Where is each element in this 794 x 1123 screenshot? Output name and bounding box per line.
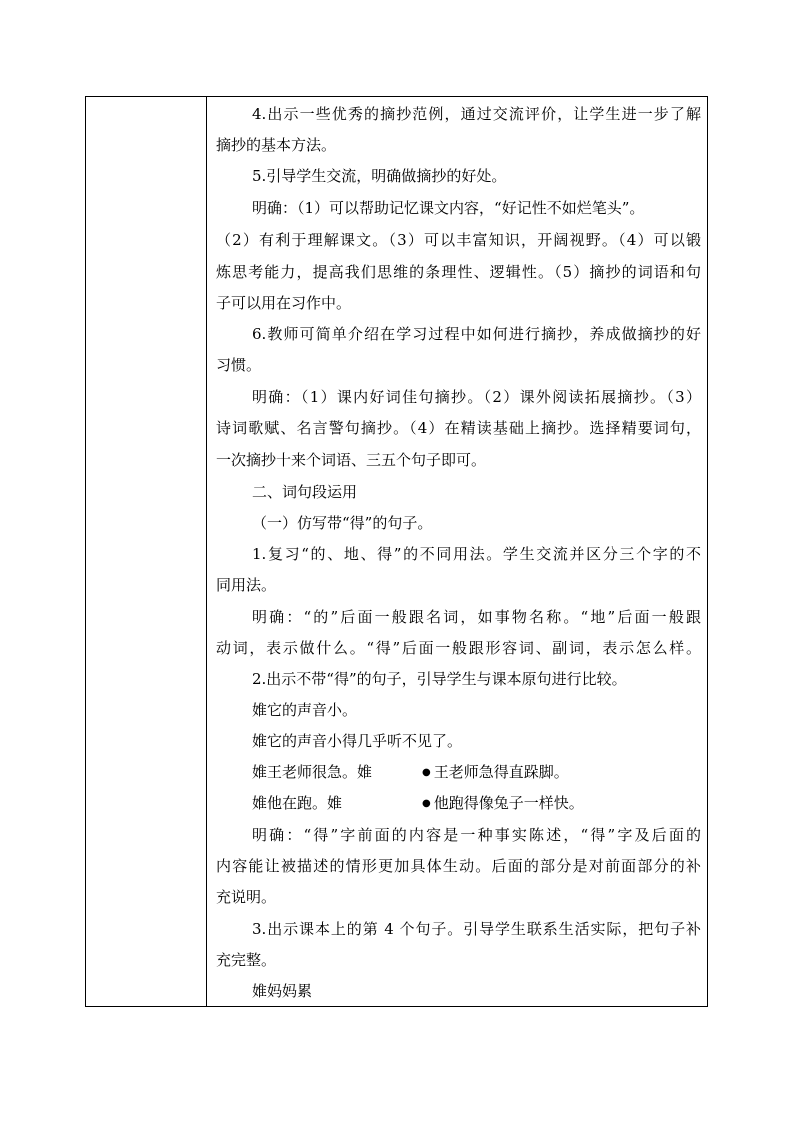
text-line: 明确：“的”后面一般跟名词，如事物名称。“地”后面一般跟 <box>252 608 701 626</box>
text-line: 明确：“得”字前面的内容是一种事实陈述，“得”字及后面的 <box>252 826 701 844</box>
lesson-table <box>85 96 708 1007</box>
text-line: 诗词歌赋、名言警句摘抄。（4）在精读基础上摘抄。选择精要词句， <box>216 419 701 437</box>
subsection-heading: （一）仿写带“得”的句子。 <box>252 514 433 532</box>
text-line: （2）有利于理解课文。（3）可以丰富知识，开阔视野。（4）可以锻 <box>216 231 701 249</box>
example-sentence-pair <box>252 792 701 814</box>
text-line: 子可以用在习作中。 <box>216 294 352 312</box>
text-line: 同用法。 <box>216 576 277 594</box>
text-line: 1.复习“的、地、得”的不同用法。学生交流并区分三个字的不 <box>252 545 701 563</box>
text-line: 5.引导学生交流，明确做摘抄的好处。 <box>252 167 507 185</box>
text-line: 3.出示课本上的第 4 个句子。引导学生联系生活实际，把句子补 <box>252 920 701 938</box>
example-sentence: ● 王老师急得直跺脚。 <box>422 761 569 786</box>
text-line: 6.教师可简单介绍在学习过程中如何进行摘抄，养成做摘抄的好 <box>252 325 701 343</box>
text-line: 明确：（1）课内好词佳句摘抄。（2）课外阅读拓展摘抄。（3） <box>252 388 701 406</box>
text-line: 习惯。 <box>216 356 262 374</box>
example-sentence: 婎它的声音小得几乎听不见了。 <box>252 732 463 750</box>
text-line: 充说明。 <box>216 888 277 906</box>
example-sentence: 婎它的声音小。 <box>252 701 358 719</box>
text-line: 充完整。 <box>216 951 277 969</box>
text-line: 一次摘抄十来个词语、三五个句子即可。 <box>216 451 487 469</box>
example-sentence: 婎妈妈累 <box>252 982 313 1000</box>
text-line: 内容能让被描述的情形更加具体生动。后面的部分是对前面部分的补 <box>216 857 701 875</box>
example-sentence: ● 他跑得像兔子一样快。 <box>422 792 584 817</box>
section-heading: 二、词句段运用 <box>252 483 358 501</box>
example-sentence: 婎王老师很急。婎 <box>252 763 373 781</box>
text-line: 炼思考能力，提高我们思维的条理性、逻辑性。（5）摘抄的词语和句 <box>216 263 701 281</box>
example-sentence-pair <box>252 761 701 783</box>
column-divider <box>206 97 207 1006</box>
text-line: 明确：（1）可以帮助记忆课文内容，“好记性不如烂笔头”。 <box>252 199 645 217</box>
example-sentence: 婎他在跑。婎 <box>252 794 343 812</box>
text-line: 2.出示不带“得”的句子，引导学生与课本原句进行比较。 <box>252 670 627 688</box>
text-line: 摘抄的基本方法。 <box>216 136 337 154</box>
text-line: 4.出示一些优秀的摘抄范例，通过交流评价，让学生进一步了解 <box>252 105 701 123</box>
text-line: 动词，表示做什么。“得”后面一般跟形容词、副词，表示怎么样。 <box>216 639 701 657</box>
